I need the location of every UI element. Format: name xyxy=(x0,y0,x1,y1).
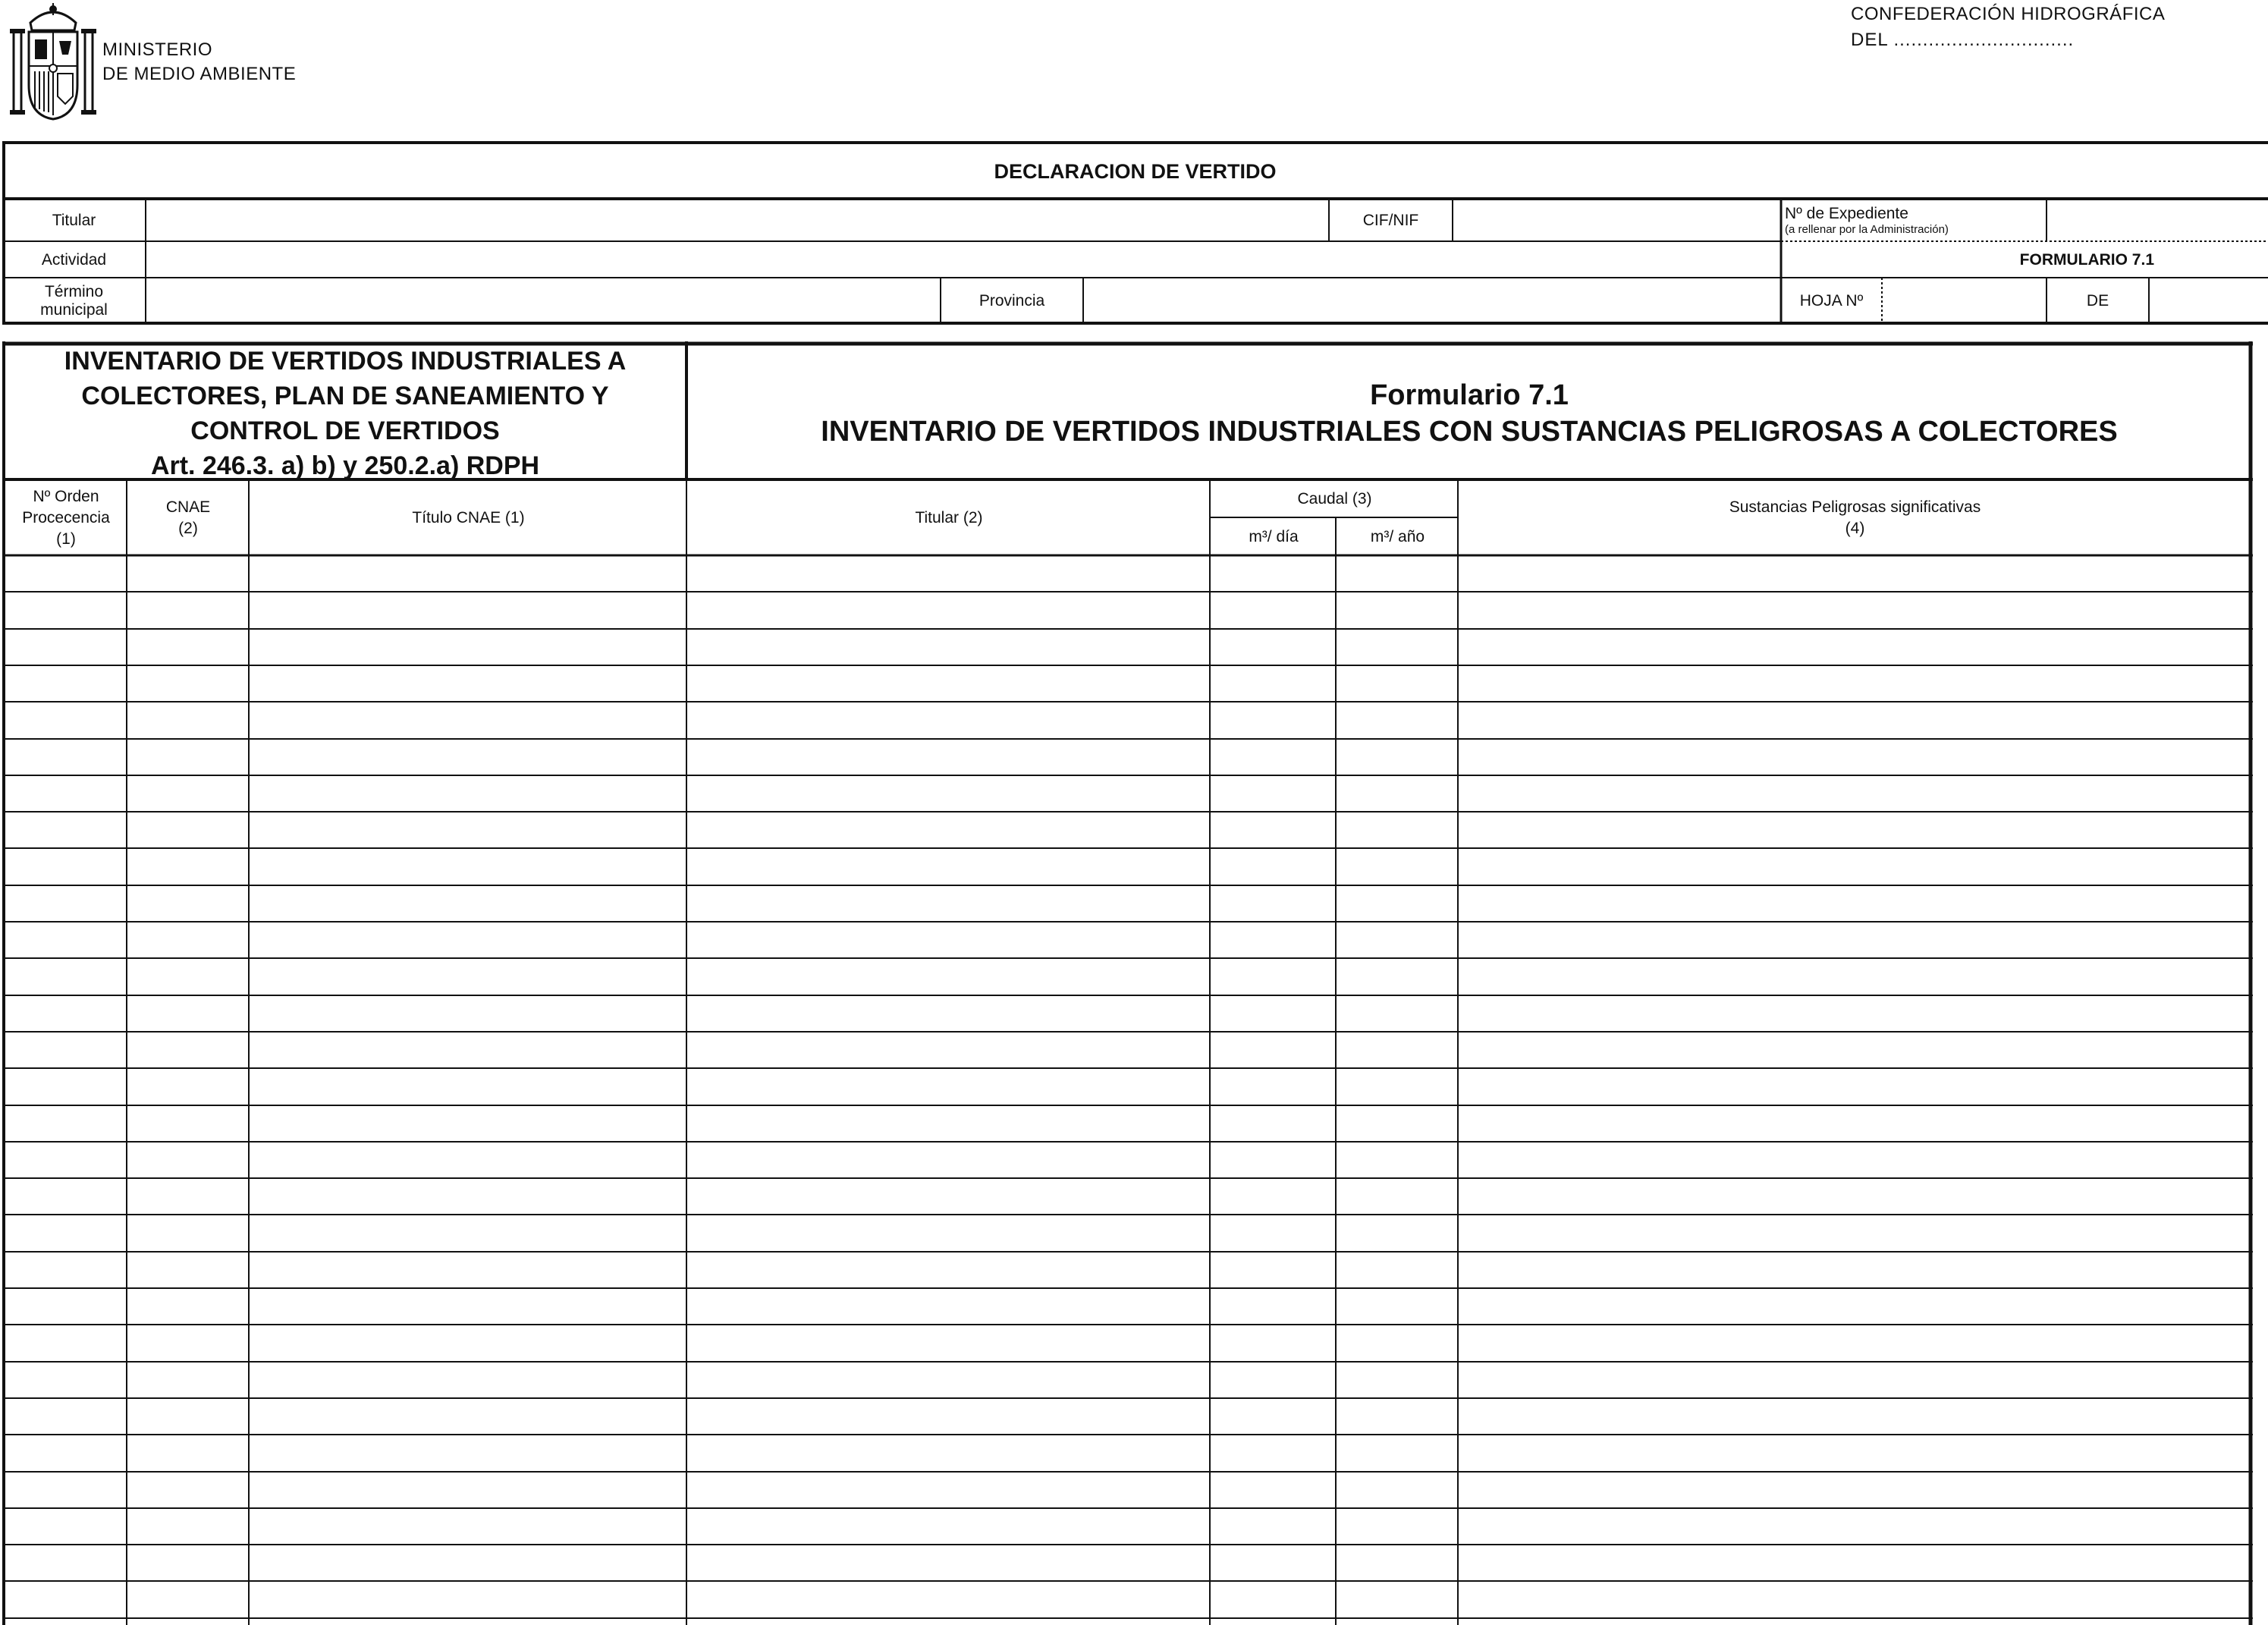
actividad-field[interactable] xyxy=(147,243,1780,278)
ministry-name xyxy=(102,38,296,86)
inventory-table xyxy=(2,341,2253,1625)
confederation-heading xyxy=(1851,2,2165,53)
orden-line-1: Nº Orden xyxy=(33,488,99,505)
cif-nif-field[interactable] xyxy=(1454,200,1780,241)
left-title-line-3: CONTROL DE VERTIDOS xyxy=(190,416,500,445)
sustancias-line-2: (4) xyxy=(1845,520,1865,537)
col-header-cnae xyxy=(127,481,249,555)
cif-nif-label: CIF/NIF xyxy=(1362,212,1419,229)
col-header-sustancias xyxy=(1459,481,2251,555)
coat-of-arms-logo xyxy=(8,2,99,123)
ministry-line-2: DE MEDIO AMBIENTE xyxy=(102,64,297,84)
termino-label-line-1: Término xyxy=(44,283,104,300)
sustancias-line-1: Sustancias Peligrosas significativas xyxy=(1729,498,1981,516)
declaration-title: DECLARACION DE VERTIDO xyxy=(994,160,1277,183)
expediente-field[interactable] xyxy=(2048,200,2268,241)
left-title-line-1: INVENTARIO DE VERTIDOS INDUSTRIALES A xyxy=(64,347,627,376)
inventory-right-title xyxy=(688,347,2251,479)
left-title-line-2: COLECTORES, PLAN DE SANEAMIENTO Y xyxy=(81,382,609,410)
expediente-label-text: Nº de Expediente xyxy=(1785,205,1908,222)
left-title-line-4: Art. 246.3. a) b) y 250.2.a) RDPH xyxy=(150,451,540,480)
col-header-titulo-cnae: Título CNAE (1) xyxy=(412,509,525,526)
col-header-orden xyxy=(5,481,127,555)
provincia-label: Provincia xyxy=(979,292,1045,310)
titular-field[interactable] xyxy=(147,200,1327,241)
form-description-title: INVENTARIO DE VERTIDOS INDUSTRIALES CON SUSTANCIAS PELIGROSAS A COLECTORES xyxy=(821,416,2118,448)
confederation-line-1: CONFEDERACIÓN HIDROGRÁFICA xyxy=(1851,4,2166,24)
hoja-label: HOJA Nº xyxy=(1799,292,1864,310)
form-number-title: Formulario 7.1 xyxy=(1370,379,1569,411)
hoja-number-field[interactable] xyxy=(1883,279,2047,323)
cnae-line-1: CNAE xyxy=(165,498,211,516)
provincia-field[interactable] xyxy=(1085,279,1780,323)
termino-label-line-2: municipal xyxy=(40,301,108,319)
ministry-line-1: MINISTERIO xyxy=(102,39,213,60)
de-total-field[interactable] xyxy=(2150,279,2268,323)
de-label: DE xyxy=(2086,292,2109,310)
actividad-label: Actividad xyxy=(41,251,107,269)
col-header-m3-ano: m³/ año xyxy=(1370,528,1425,545)
termino-municipal-field[interactable] xyxy=(147,279,939,323)
col-header-titular: Titular (2) xyxy=(915,509,983,526)
declaration-table xyxy=(2,141,2268,325)
cnae-line-2: (2) xyxy=(178,520,198,537)
inventory-left-title xyxy=(5,347,685,479)
col-header-caudal: Caudal (3) xyxy=(1297,490,1372,508)
orden-line-2: Procecencia xyxy=(22,509,110,526)
col-header-m3-dia: m³/ día xyxy=(1249,528,1299,545)
confederation-line-2: DEL ............................... xyxy=(1851,30,2075,50)
expediente-note: (a rellenar por la Administración) xyxy=(1785,223,1949,236)
formulario-label: FORMULARIO 7.1 xyxy=(2019,251,2154,269)
termino-municipal-label xyxy=(2,279,146,323)
titular-label: Titular xyxy=(52,212,96,229)
expediente-label xyxy=(1785,200,2047,241)
orden-line-3: (1) xyxy=(56,530,76,548)
